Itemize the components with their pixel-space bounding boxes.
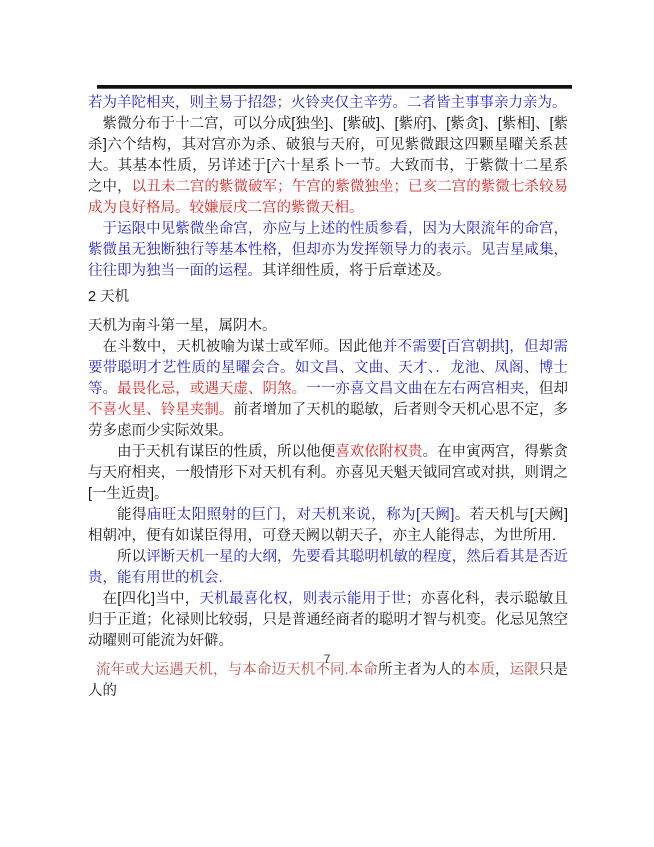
text-segment-black: 前者增加了天机的聪敏，后者则令天机心思不定，多劳多虑而少实际效果。 bbox=[88, 402, 568, 439]
header-rule bbox=[97, 85, 572, 89]
text-segment-black: ， bbox=[495, 662, 510, 678]
text-segment-black: 天机为南斗第一星，属阴木。 bbox=[88, 318, 277, 334]
paragraph bbox=[88, 505, 568, 547]
text-segment-blue: 天机最喜化权，则表示能用于世 bbox=[199, 591, 407, 607]
text-segment-blue: 并不需要[百宫朝拱]，但却需要带聪明才艺性质的星曜会合。如文昌、文曲、天才、．龙池、凤阁、博士等。 bbox=[88, 339, 568, 397]
text-segment-red: 喜欢依附权贵 bbox=[335, 444, 423, 460]
text-segment-rose: 本质 bbox=[465, 662, 495, 678]
text-segment-black: 在[四化]当中， bbox=[102, 591, 200, 607]
paragraph bbox=[88, 589, 568, 652]
text-segment-black: 2 天机 bbox=[88, 289, 130, 305]
paragraph bbox=[88, 547, 568, 589]
text-segment-red: 最畏化忌，或遇天虚、阴煞。 bbox=[117, 381, 307, 397]
text-segment-blue: 评断天机一星的大纲，先要看其聪明机敏的程度，然后看其是否近贵，能有用世的机会. bbox=[88, 549, 569, 586]
text-segment-blue: 若为羊陀相夹，则主易于招怨；火铃夹仅主辛劳。二者皆主事事亲力亲为。 bbox=[88, 95, 567, 111]
paragraph bbox=[88, 316, 568, 337]
paragraph bbox=[88, 219, 568, 282]
text-segment-black: 所以 bbox=[117, 549, 147, 565]
document-body bbox=[88, 93, 568, 702]
page-number: 7 bbox=[323, 652, 331, 666]
text-segment-black: 所主者为人的 bbox=[378, 662, 466, 678]
text-segment-black: ；亦喜化科，表示聪敏且归于正道；化禄则比较弱，只是普通经商者的聪明才智与机变。化忌见煞空动曜则可能流为奸僻。 bbox=[88, 591, 569, 649]
text-segment-red: 以丑未二宫的紫微破军；午宫的紫微独坐；已亥二宫的紫微七杀较易成为良好格局。较嫌辰戌二宫的紫微天相。 bbox=[88, 179, 568, 216]
section-heading bbox=[88, 287, 568, 308]
paragraph bbox=[88, 337, 568, 442]
text-segment-black: 能得 bbox=[117, 507, 147, 523]
text-segment-black: 紫微分布于十二宫，可以分成[独坐]、[紫破]、[紫府]、[紫贪]、[紫相]、[紫杀]六个结构，其对宫亦为杀、破狼与天府，可见紫微跟这四颗星曜关系甚大。其基本性质，另详述于[六十星系卜一节。大致而书，于紫微十二星系之中， bbox=[88, 116, 568, 195]
paragraph bbox=[88, 93, 568, 114]
text-segment-rose: 流年或大运遇天机，与本命迈天机不同.本命 bbox=[95, 662, 378, 678]
text-segment-black: 在斗数中，天机被喻为谋士或军师。因此他 bbox=[102, 339, 383, 355]
text-segment-rose: 运限 bbox=[509, 662, 539, 678]
text-segment-black: 其详细性质，将于后章述及。 bbox=[262, 263, 451, 279]
text-segment-blue: 一一亦喜文昌文曲在左右两宫相夹， bbox=[306, 381, 539, 397]
text-segment-black: 但却 bbox=[538, 381, 568, 397]
text-segment-black: 。在申寅两宫，得紫贪与天府相夹，一般情形下对天机有利。亦喜见天魁天钺同宫或对拱，则谓之[一生近贵]。 bbox=[88, 444, 569, 502]
text-segment-black: 只是人的 bbox=[88, 662, 568, 699]
text-segment-blue: 于运限中见紫微坐命宫，亦应与上述的性质参看，因为大限流年的命宫，紫微虽无独断独行等基本性格，但却亦为发挥领导力的表示。见吉星咸集，往往即为独当一面的运程。 bbox=[88, 221, 568, 279]
paragraph bbox=[88, 442, 568, 505]
text-segment-black: 由于天机有谋臣的性质，所以他便 bbox=[117, 444, 336, 460]
text-segment-black: 。若天机与[天阙]相朝冲，便有如谋臣得用，可登天阙以朝天子，亦主人能得志，为世所用. bbox=[88, 507, 569, 544]
text-segment-blue: 庙旺太阳照射的巨门，对天机来说，称为[天阙] bbox=[146, 507, 455, 523]
paragraph bbox=[88, 660, 568, 702]
text-segment-red: 不喜火星、铃星夹制。 bbox=[88, 402, 234, 418]
paragraph bbox=[88, 114, 568, 219]
